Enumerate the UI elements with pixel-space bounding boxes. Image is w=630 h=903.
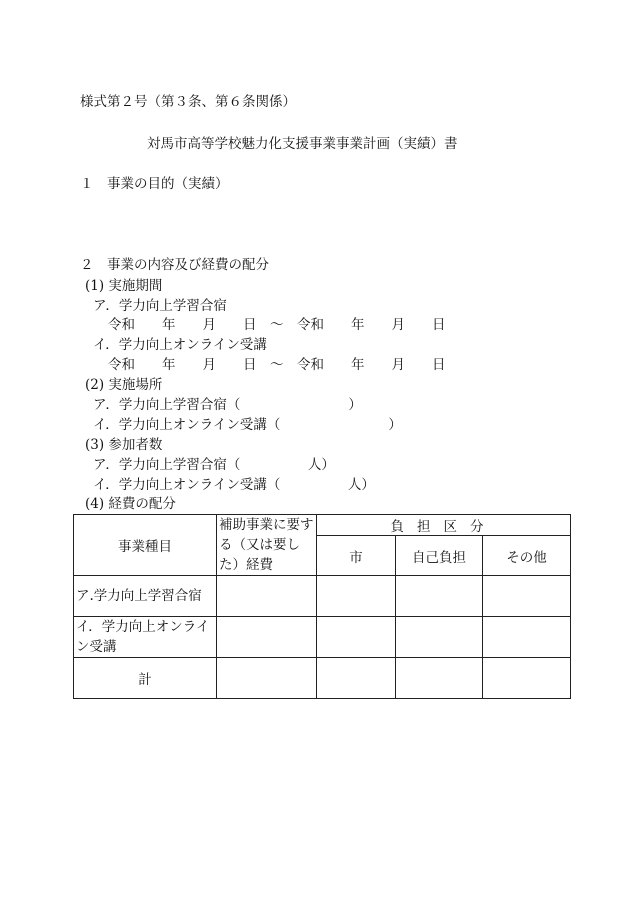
cell-cost [217,658,317,699]
period-heading: (1) 実施期間 [85,278,163,294]
cell-city [317,658,396,699]
cell-other [483,576,571,617]
period-item-i: イ．学力向上オンライン受講 [93,337,267,353]
header-self-burden: 自己負担 [396,536,483,576]
cell-self [396,576,483,617]
participants-heading: (3) 参加者数 [85,437,163,453]
table-row [74,576,571,617]
row-label: イ．学力向上オンライン受講 [74,617,217,658]
place-item-a: ア．学力向上学習合宿（ ） [93,397,362,413]
place-item-i: イ．学力向上オンライン受講（ ） [93,417,402,433]
cell-self [396,617,483,658]
table-row [74,658,571,699]
header-burden-division: 負担区分 [317,515,571,536]
cell-cost [217,576,317,617]
cell-other [483,617,571,658]
participants-item-a: ア．学力向上学習合宿（ 人） [93,457,335,473]
row-label-total: 計 [74,658,217,699]
header-subsidy-cost: 補助事業に要する（又は要した）経費 [217,515,317,576]
cost-allocation-table [73,514,571,699]
header-city: 市 [317,536,396,576]
cell-self [396,658,483,699]
cell-cost [217,617,317,658]
place-heading: (2) 実施場所 [85,377,163,393]
period-item-a: ア．学力向上学習合宿 [93,298,227,314]
header-other: その他 [483,536,571,576]
cell-other [483,658,571,699]
header-project-type: 事業種目 [74,515,217,576]
row-label: ア.学力向上学習合宿 [74,576,217,617]
form-label: 様式第２号（第３条、第６条関係） [80,94,296,110]
cell-city [317,576,396,617]
cell-city [317,617,396,658]
section2-heading: ２ 事業の内容及び経費の配分 [80,257,269,273]
document-title: 対馬市高等学校魅力化支援事業事業計画（実績）書 [147,136,458,152]
section1-heading: １ 事業の目的（実績） [80,176,229,192]
period-date-a: 令和 年 月 日 ～ 令和 年 月 日 [108,317,446,333]
participants-item-i: イ．学力向上オンライン受講（ 人） [93,477,375,493]
costs-heading: (4) 経費の配分 [85,496,176,512]
table-row [74,617,571,658]
period-date-i: 令和 年 月 日 ～ 令和 年 月 日 [108,357,446,373]
